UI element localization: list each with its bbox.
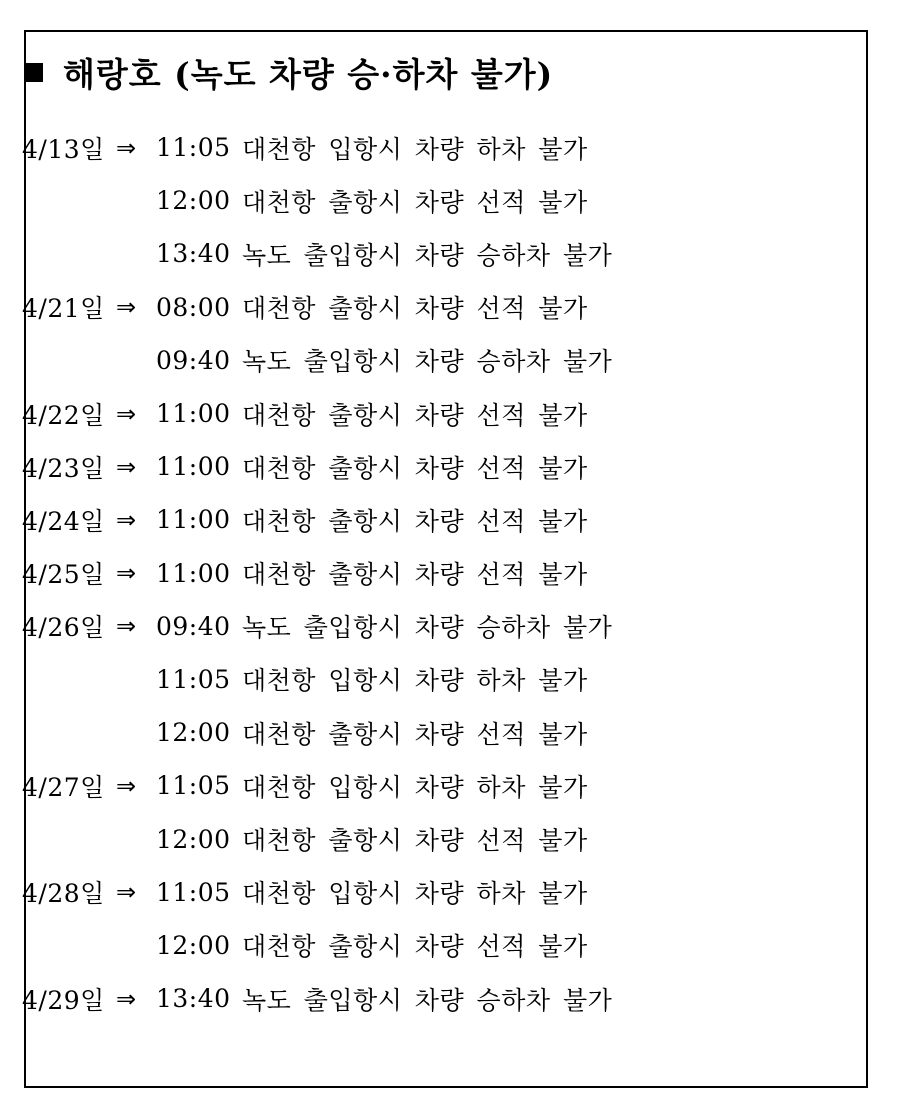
schedule-date: 4/21일 <box>22 294 105 324</box>
schedule-time: 11:05 <box>156 771 231 801</box>
right-double-arrow-icon: ⇒ <box>116 133 137 162</box>
schedule-time: 11:05 <box>156 877 231 907</box>
schedule-description: 대천항 출항시 차량 선적 불가 <box>242 560 588 590</box>
schedule-time: 11:00 <box>156 452 231 482</box>
schedule-description: 대천항 입항시 차량 하차 불가 <box>242 772 588 802</box>
right-double-arrow-icon: ⇒ <box>116 399 137 428</box>
schedule-time: 11:05 <box>156 664 231 694</box>
schedule-time: 12:00 <box>156 718 231 748</box>
schedule-row <box>22 121 888 174</box>
schedule-list <box>22 121 888 1025</box>
schedule-date: 4/24일 <box>22 506 105 536</box>
right-double-arrow-icon: ⇒ <box>116 452 137 481</box>
schedule-time: 12:00 <box>156 930 231 960</box>
schedule-time: 13:40 <box>156 239 231 269</box>
schedule-row <box>22 812 888 865</box>
schedule-description: 대천항 입항시 차량 하차 불가 <box>242 666 588 696</box>
schedule-time: 11:00 <box>156 505 231 535</box>
schedule-description: 대천항 출항시 차량 선적 불가 <box>242 187 588 217</box>
schedule-row <box>22 919 888 972</box>
schedule-description: 대천항 출항시 차량 선적 불가 <box>242 400 588 430</box>
schedule-row <box>22 440 888 493</box>
schedule-description: 녹도 출입항시 차량 승하차 불가 <box>242 240 613 270</box>
schedule-row <box>22 547 888 600</box>
schedule-time: 13:40 <box>156 984 231 1014</box>
schedule-description: 대천항 출항시 차량 선적 불가 <box>242 294 588 324</box>
right-double-arrow-icon: ⇒ <box>116 505 137 534</box>
schedule-time: 11:05 <box>156 133 231 163</box>
schedule-row <box>22 653 888 706</box>
schedule-description: 대천항 출항시 차량 선적 불가 <box>242 932 588 962</box>
schedule-description: 대천항 입항시 차량 하차 불가 <box>242 134 588 164</box>
schedule-description: 대천항 출항시 차량 선적 불가 <box>242 506 588 536</box>
right-double-arrow-icon: ⇒ <box>116 771 137 800</box>
schedule-description: 대천항 출항시 차량 선적 불가 <box>242 453 588 483</box>
schedule-row <box>22 387 888 440</box>
notice-heading <box>24 50 553 94</box>
right-double-arrow-icon: ⇒ <box>116 878 137 907</box>
schedule-row <box>22 600 888 653</box>
schedule-date: 4/28일 <box>22 879 105 909</box>
schedule-time: 08:00 <box>156 292 231 322</box>
schedule-date: 4/25일 <box>22 560 105 590</box>
schedule-row <box>22 493 888 546</box>
schedule-time: 11:00 <box>156 558 231 588</box>
schedule-row <box>22 866 888 919</box>
schedule-date: 4/27일 <box>22 772 105 802</box>
schedule-date: 4/26일 <box>22 613 105 643</box>
notice-title: 해랑호 (녹도 차량 승·하차 불가) <box>63 54 554 94</box>
schedule-date: 4/13일 <box>22 134 105 164</box>
schedule-description: 녹도 출입항시 차량 승하차 불가 <box>242 613 613 643</box>
black-square-icon <box>24 63 43 82</box>
right-double-arrow-icon: ⇒ <box>116 612 137 641</box>
schedule-description: 대천항 출항시 차량 선적 불가 <box>242 719 588 749</box>
schedule-row <box>22 759 888 812</box>
right-double-arrow-icon: ⇒ <box>116 559 137 588</box>
right-double-arrow-icon: ⇒ <box>116 984 137 1013</box>
schedule-time: 12:00 <box>156 824 231 854</box>
right-double-arrow-icon: ⇒ <box>116 293 137 322</box>
schedule-time: 09:40 <box>156 345 231 375</box>
schedule-row <box>22 706 888 759</box>
schedule-row <box>22 174 888 227</box>
schedule-row <box>22 972 888 1025</box>
schedule-time: 11:00 <box>156 399 231 429</box>
schedule-description: 대천항 출항시 차량 선적 불가 <box>242 826 588 856</box>
schedule-date: 4/23일 <box>22 453 105 483</box>
schedule-date: 4/22일 <box>22 400 105 430</box>
schedule-time: 09:40 <box>156 611 231 641</box>
schedule-description: 녹도 출입항시 차량 승하차 불가 <box>242 347 613 377</box>
schedule-date: 4/29일 <box>22 985 105 1015</box>
schedule-time: 12:00 <box>156 186 231 216</box>
schedule-description: 대천항 입항시 차량 하차 불가 <box>242 879 588 909</box>
schedule-row <box>22 281 888 334</box>
schedule-row <box>22 334 888 387</box>
schedule-description: 녹도 출입항시 차량 승하차 불가 <box>242 985 613 1015</box>
schedule-row <box>22 227 888 280</box>
